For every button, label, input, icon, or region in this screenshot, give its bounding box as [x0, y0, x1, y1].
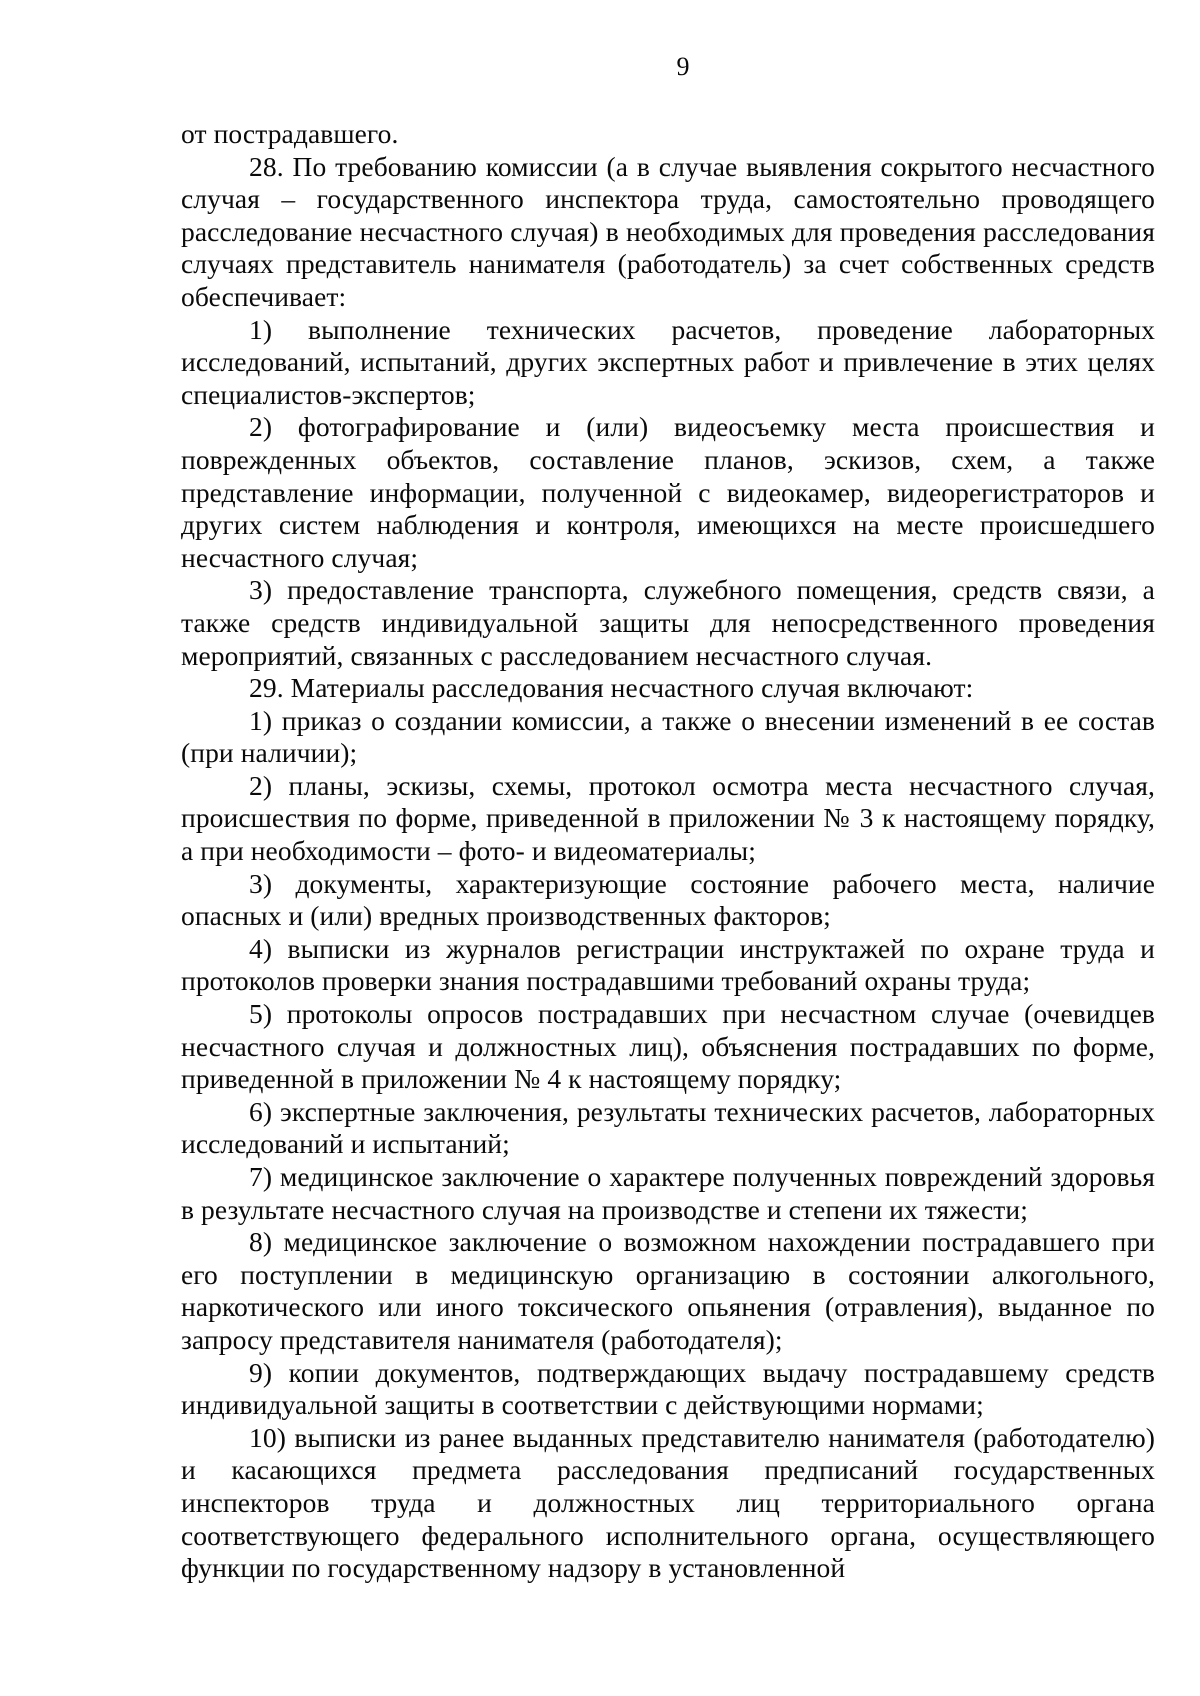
paragraph-29-subitem-9: 9) копии документов, подтверждающих выдачу пострадавшему средств индивидуальной защиты в соответствии с действующими нормами; [181, 1356, 1155, 1421]
paragraph-28-subitem-3: 3) предоставление транспорта, служебного помещения, средств связи, а также средств индивидуальной защиты для непосредственного проведения мероприятий, связанных с расследованием несчастного случая. [181, 574, 1155, 671]
paragraph-29-subitem-4: 4) выписки из журналов регистрации инструктажей по охране труда и протоколов проверки знания пострадавшими требований охраны труда; [181, 932, 1155, 997]
paragraph-29-subitem-3: 3) документы, характеризующие состояние рабочего места, наличие опасных и (или) вредных производственных факторов; [181, 867, 1155, 932]
paragraph-29-subitem-10: 10) выписки из ранее выданных представителю нанимателя (работодателю) и касающихся предмета расследования предписаний государственных инспекторов труда и должностных лиц территориального органа соответствующего федерального исполнительного органа, осуществляющего функции по государственному надзору в установленной [181, 1421, 1155, 1584]
paragraph-29-subitem-6: 6) экспертные заключения, результаты технических расчетов, лабораторных исследований и испытаний; [181, 1095, 1155, 1160]
paragraph-28-subitem-1: 1) выполнение технических расчетов, проведение лабораторных исследований, испытаний, других экспертных работ и привлечение в этих целях специалистов-экспертов; [181, 313, 1155, 410]
paragraph-29-subitem-5: 5) протоколы опросов пострадавших при несчастном случае (очевидцев несчастного случая и должностных лиц), объяснения пострадавших по форме, приведенной в приложении № 4 к настоящему порядку; [181, 998, 1155, 1095]
paragraph-28-subitem-2: 2) фотографирование и (или) видеосъемку места происшествия и поврежденных объектов, составление планов, эскизов, схем, а также представление информации, полученной с видеокамер, видеорегистраторов и других систем наблюдения и контроля, имеющихся на месте происшедшего несчастного случая; [181, 411, 1155, 573]
paragraph-29-subitem-1: 1) приказ о создании комиссии, а также о внесении изменений в ее состав (при наличии); [181, 704, 1155, 769]
document-page [181, 54, 1155, 1585]
paragraph-29-subitem-7: 7) медицинское заключение о характере полученных повреждений здоровья в результате несчастного случая на производстве и степени их тяжести; [181, 1161, 1155, 1225]
paragraph-continuation: от пострадавшего. [181, 118, 399, 149]
paragraph-29-subitem-8: 8) медицинское заключение о возможном нахождении пострадавшего при его поступлении в медицинскую организацию в состоянии алкогольного, наркотического или иного токсического опьянения (отравления), выданное по запросу представителя нанимателя (работодателя); [181, 1226, 1155, 1355]
paragraph-item-29: 29. Материалы расследования несчастного случая включают: [249, 672, 974, 704]
page-number: 9 [676, 52, 690, 81]
paragraph-item-28: 28. По требованию комиссии (а в случае выявления сокрытого несчастного случая – государственного инспектора труда, самостоятельно проводящего расследование несчастного случая) в необходимых для проведения расследования случаях представитель нанимателя (работодатель) за счет собственных средств обеспечивает: [181, 150, 1155, 312]
paragraph-29-subitem-2: 2) планы, эскизы, схемы, протокол осмотра места несчастного случая, происшествия по форме, приведенной в приложении № 3 к настоящему порядку, а при необходимости – фото- и видеоматериалы; [181, 769, 1155, 867]
